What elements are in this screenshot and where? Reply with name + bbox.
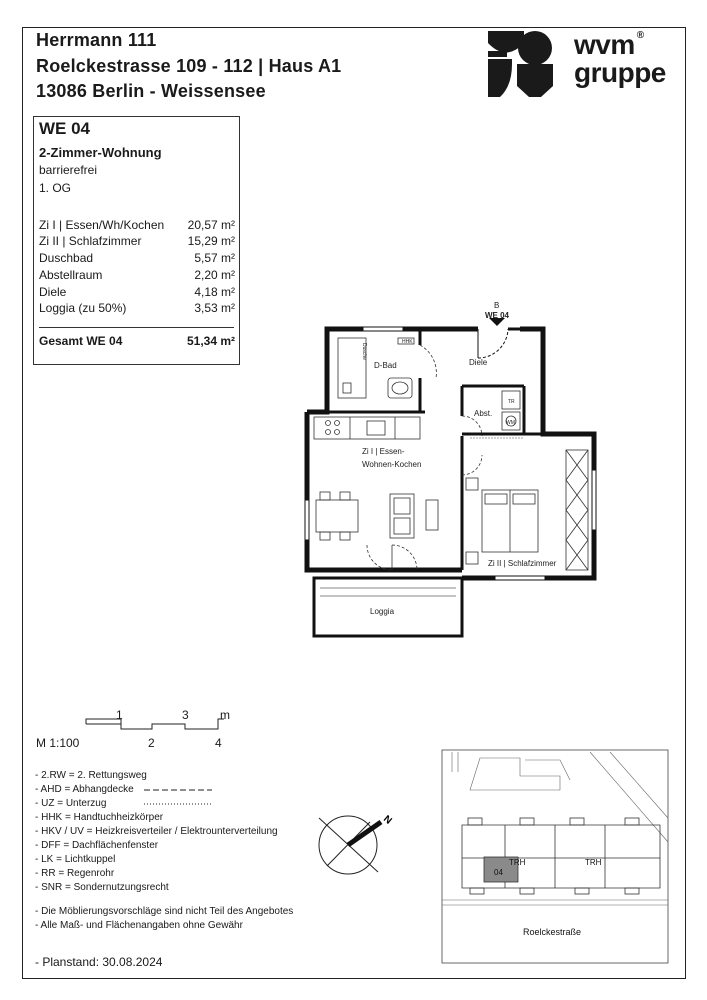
room-area: 15,29 m² <box>187 234 235 248</box>
label-diele: Diele <box>469 358 488 367</box>
site-trh-1: TRH <box>509 858 526 867</box>
scale-unit: m <box>220 708 230 722</box>
room-name: Duschbad <box>39 251 94 265</box>
compass-letter: N <box>381 813 394 827</box>
room-name: Diele <box>39 285 67 299</box>
legend-item: - HKV / UV = Heizkreisverteiler / Elektrounterverteilung <box>35 826 278 837</box>
entry-letter: B <box>494 301 500 310</box>
room-area: 20,57 m² <box>187 218 235 232</box>
registered-mark: ® <box>636 30 644 41</box>
legend-item: - AHD = Abhangdecke <box>35 784 134 795</box>
total-label: Gesamt WE 04 <box>39 334 123 348</box>
legend-item: - RR = Regenrohr <box>35 868 115 879</box>
legend-item: - UZ = Unterzug <box>35 798 107 809</box>
logo-text-gruppe: gruppe <box>574 57 666 88</box>
entry-label: WE 04 <box>485 311 510 320</box>
city-address: 13086 Berlin - Weissensee <box>36 81 266 101</box>
site-unit-number: 04 <box>494 868 503 877</box>
label-abst: Abst. <box>474 409 493 418</box>
room-name: Loggia (zu 50%) <box>39 301 127 315</box>
planstand: - Planstand: 30.08.2024 <box>35 955 163 969</box>
scale-tick-3: 3 <box>182 708 189 722</box>
street-address: Roelckestrasse 109 - 112 | Haus A1 <box>36 56 342 76</box>
unit-access: barrierefrei <box>39 163 98 177</box>
label-dbad: D-Bad <box>374 361 397 370</box>
site-trh-2: TRH <box>585 858 602 867</box>
room-area: 2,20 m² <box>194 268 235 282</box>
unit-floor: 1. OG <box>39 181 72 195</box>
label-zi2: Zi II | Schlafzimmer <box>488 559 557 568</box>
label-zi1-line1: Zi I | Essen- <box>362 447 405 456</box>
site-street-name: Roelckestraße <box>523 927 582 937</box>
scale-tick-4: 4 <box>215 736 222 750</box>
legend-item: - HHK = Handtuchheizkörper <box>35 812 164 823</box>
label-loggia: Loggia <box>370 607 395 616</box>
room-name: Abstellraum <box>39 268 103 282</box>
note-disclaimer: - Alle Maß- und Flächenangaben ohne Gewähr <box>35 920 243 931</box>
label-dusche: Dusche <box>361 343 367 360</box>
scale-label: M 1:100 <box>36 736 80 750</box>
scale-tick-2: 2 <box>148 736 155 750</box>
logo-text-wvm: wvm <box>574 29 635 60</box>
room-name: Zi I | Essen/Wh/Kochen <box>39 218 165 232</box>
legend-item: - 2.RW = 2. Rettungsweg <box>35 770 147 781</box>
room-area: 5,57 m² <box>194 251 235 265</box>
unit-id: WE 04 <box>39 119 91 138</box>
legend-item: - DFF = Dachflächenfenster <box>35 840 159 851</box>
legend-item: - LK = Lichtkuppel <box>35 854 116 865</box>
note-furniture: - Die Möblierungsvorschläge sind nicht Teil des Angebotes <box>35 906 294 917</box>
room-area: 3,53 m² <box>194 301 235 315</box>
label-wm: WM <box>506 420 515 426</box>
legend-item: - SNR = Sondernutzungsrecht <box>35 882 169 893</box>
unit-type: 2-Zimmer-Wohnung <box>39 145 162 160</box>
room-area: 4,18 m² <box>194 285 235 299</box>
label-zi1-line2: Wohnen-Kochen <box>362 460 422 469</box>
scale-tick-1: 1 <box>116 708 123 722</box>
room-name: Zi II | Schlafzimmer <box>39 234 142 248</box>
project-name: Herrmann 111 <box>36 30 157 50</box>
total-area: 51,34 m² <box>186 334 235 348</box>
label-tr: TR <box>508 399 515 405</box>
label-hhk: HHK <box>402 339 413 345</box>
